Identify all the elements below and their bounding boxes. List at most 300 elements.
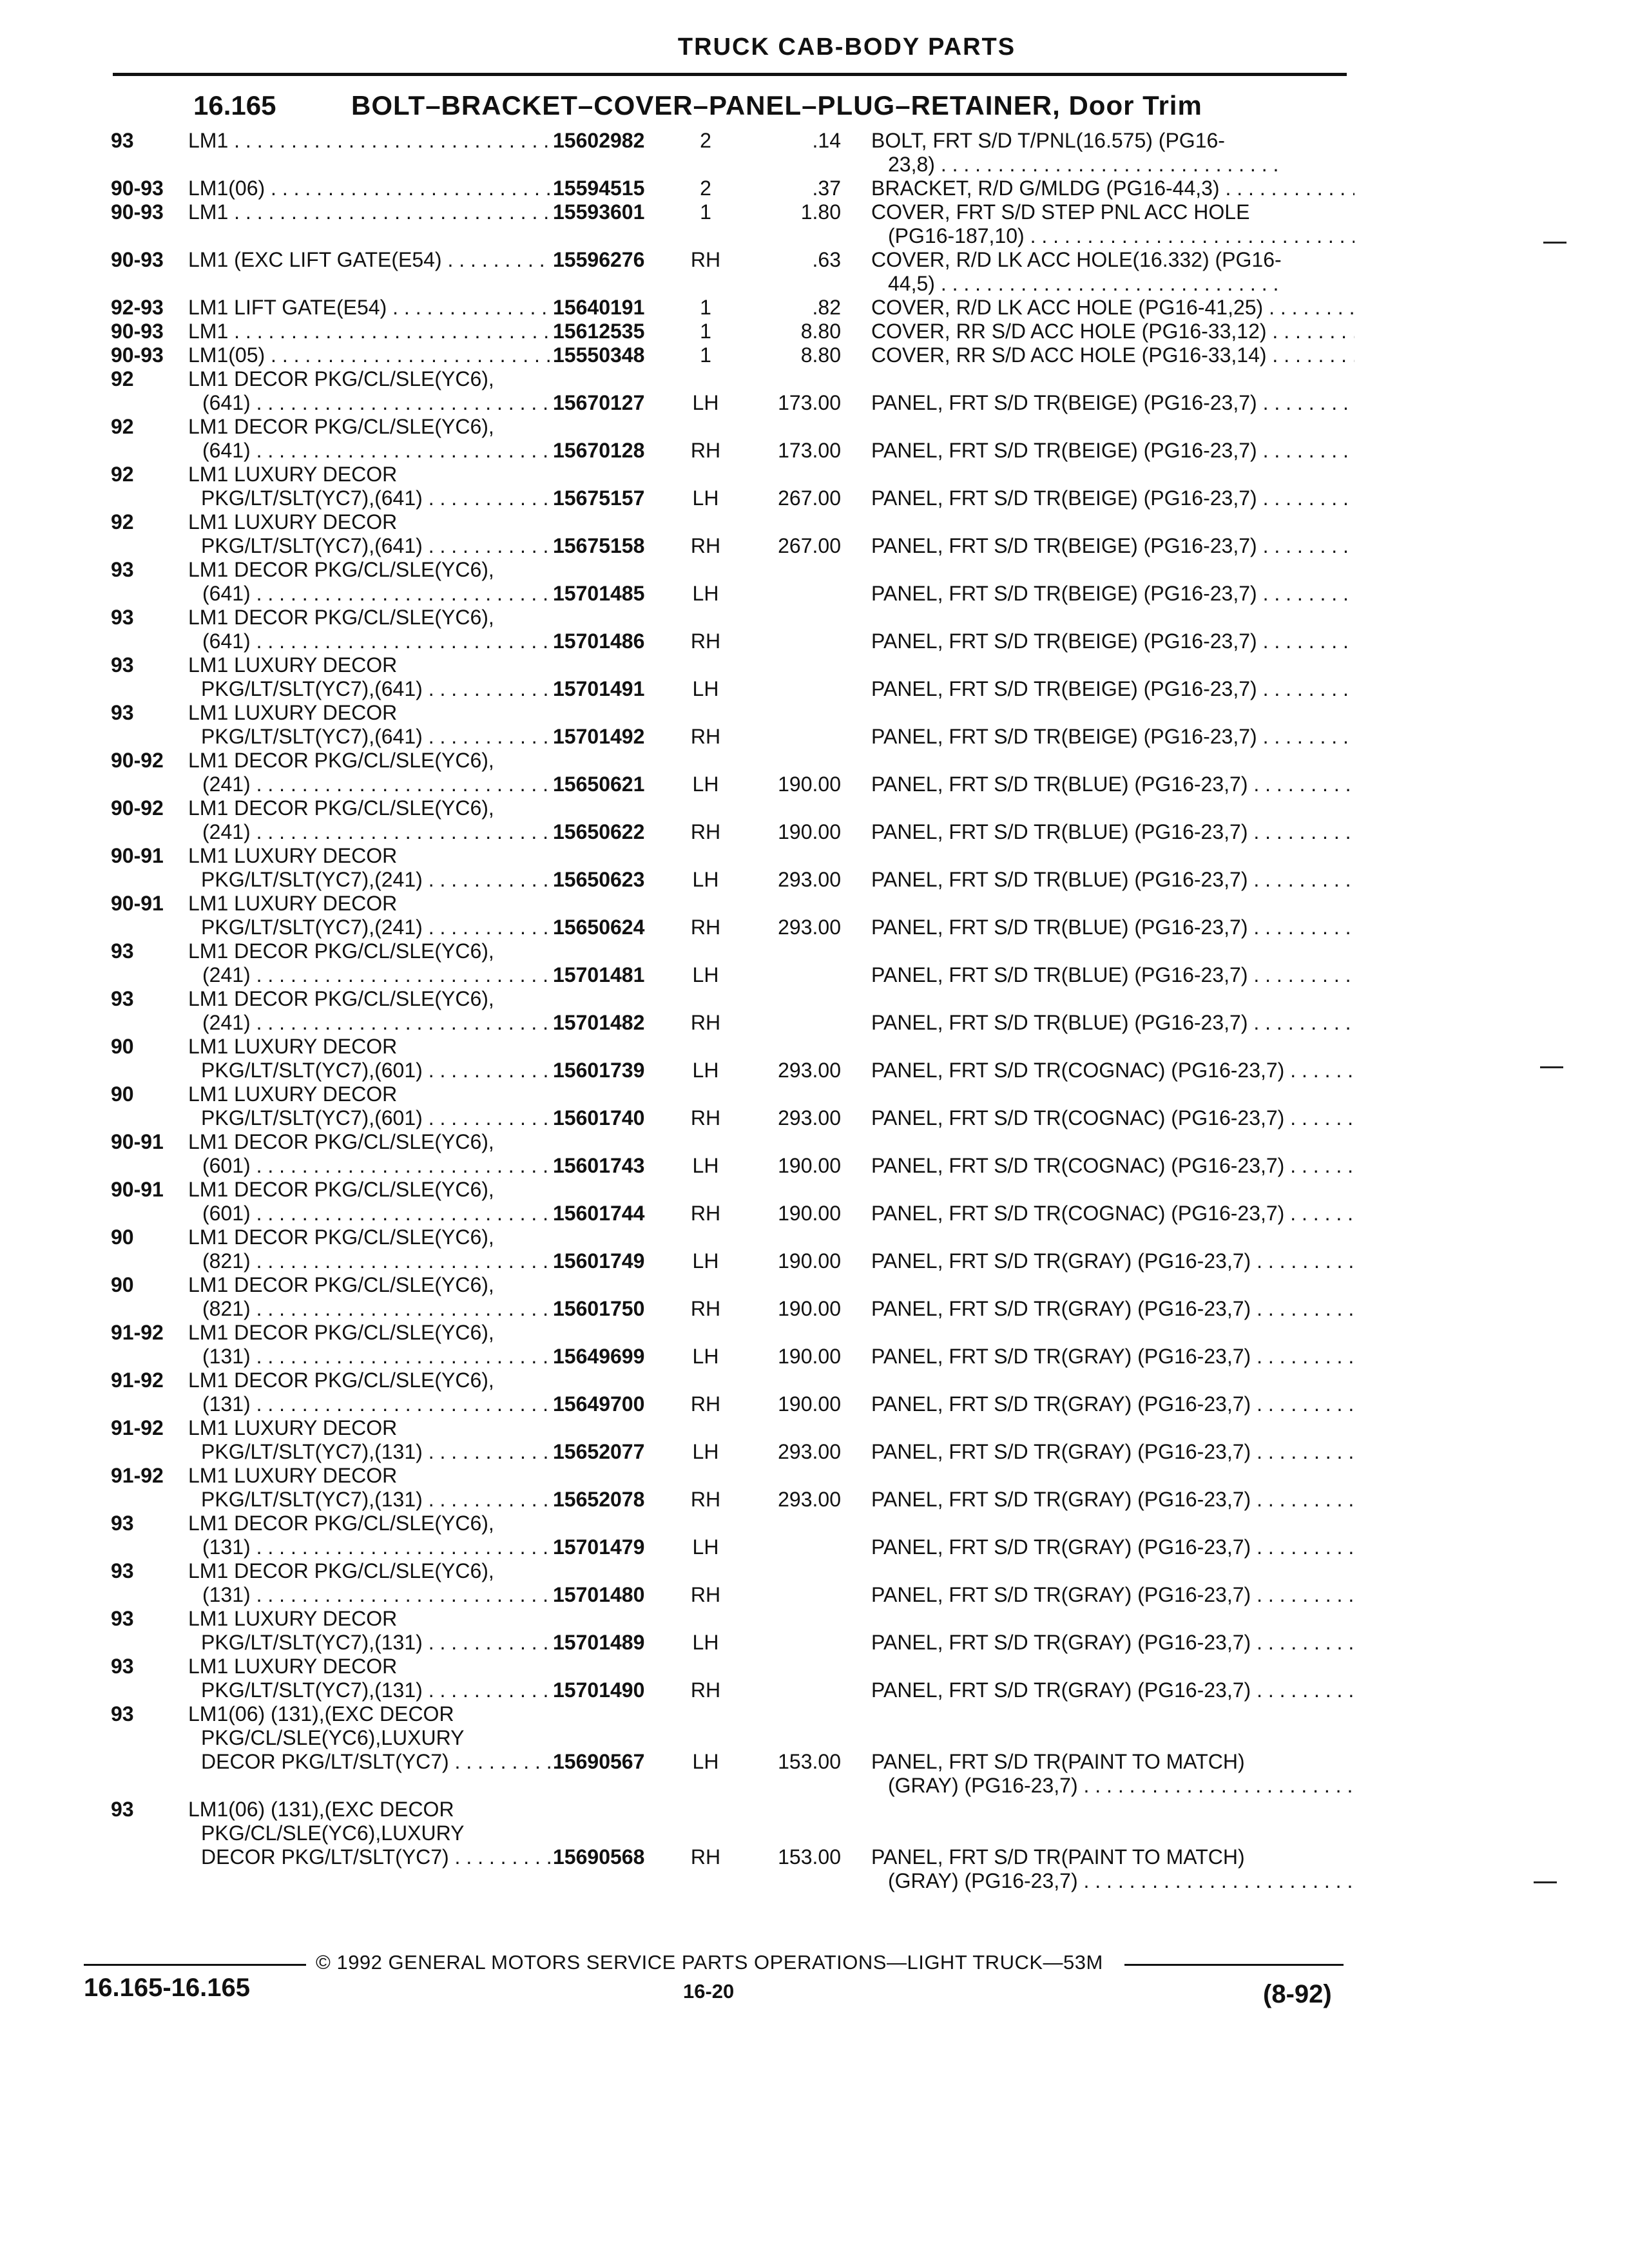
- quantity: RH: [690, 1583, 721, 1606]
- table-row: [0, 1702, 1629, 1798]
- description-line: [871, 1273, 1354, 1297]
- model-line: PKG/LT/SLT(YC7),(131) . . .: [188, 1440, 552, 1464]
- description-line: [871, 606, 1354, 629]
- quantity: LH: [692, 963, 719, 986]
- price: 190.00: [778, 1249, 841, 1273]
- description-line: [871, 1035, 1354, 1059]
- quantity: 1: [700, 296, 711, 319]
- table-row: [0, 701, 1629, 749]
- parts-table: [0, 129, 1629, 1893]
- quantity: RH: [690, 1488, 721, 1511]
- part-description: [871, 1321, 1354, 1369]
- model-year: 90-93: [111, 248, 164, 271]
- price: 190.00: [778, 820, 841, 843]
- description-line: PANEL, FRT S/D TR(GRAY) (PG16-23,7) . . .: [871, 1297, 1354, 1321]
- footer-copyright: © 1992 GENERAL MOTORS SERVICE PARTS OPERATIONS—LIGHT TRUCK—53M: [316, 1951, 1103, 1974]
- model-line: LM1 DECOR PKG/CL/SLE(YC6),: [188, 796, 494, 820]
- description-line: PANEL, FRT S/D TR(COGNAC) (PG16-23,7) . . .: [871, 1154, 1354, 1178]
- model-description: [188, 939, 552, 987]
- model-year: 90-91: [111, 1178, 164, 1201]
- part-number: 15650624: [553, 916, 645, 939]
- model-year: 90-91: [111, 844, 164, 867]
- quantity: RH: [690, 916, 721, 939]
- table-row: [0, 1464, 1629, 1512]
- price: 8.80: [800, 343, 841, 367]
- quantity: 2: [700, 129, 711, 152]
- model-line: LM1 LIFT GATE(E54) . . .: [188, 296, 552, 320]
- model-description: [188, 320, 552, 343]
- part-number: 15650622: [553, 820, 645, 843]
- part-description: [871, 248, 1354, 296]
- model-line: (131) . . .: [188, 1535, 552, 1559]
- model-description: [188, 987, 552, 1035]
- model-year: 93: [111, 1702, 134, 1725]
- price: 267.00: [778, 534, 841, 557]
- model-line: LM1 LUXURY DECOR: [188, 1035, 398, 1058]
- description-line: [871, 796, 1354, 820]
- model-line: (241) . . .: [188, 963, 552, 987]
- description-line: 44,5) . . .: [871, 272, 1354, 296]
- model-year: 91-92: [111, 1464, 164, 1487]
- description-line: [871, 987, 1354, 1011]
- description-line: [871, 558, 1354, 582]
- part-number: 15670128: [553, 439, 645, 462]
- model-line: PKG/LT/SLT(YC7),(241) . . .: [188, 868, 552, 892]
- table-row: [0, 343, 1629, 367]
- model-year: 90-93: [111, 177, 164, 200]
- quantity: 1: [700, 200, 711, 224]
- model-line: (821) . . .: [188, 1297, 552, 1321]
- model-description: [188, 558, 552, 606]
- part-number: 15701480: [553, 1583, 645, 1606]
- model-line: PKG/LT/SLT(YC7),(601) . . .: [188, 1106, 552, 1130]
- model-line: (241) . . .: [188, 1011, 552, 1035]
- model-description: [188, 296, 552, 320]
- part-number: 15594515: [553, 177, 645, 200]
- model-description: [188, 749, 552, 796]
- part-number: 15649699: [553, 1345, 645, 1368]
- model-line: (131) . . .: [188, 1583, 552, 1607]
- part-number: 15701492: [553, 725, 645, 748]
- part-description: [871, 558, 1354, 606]
- model-line: PKG/LT/SLT(YC7),(601) . . .: [188, 1059, 552, 1082]
- model-year: 93: [111, 653, 134, 677]
- model-description: [188, 248, 552, 272]
- model-description: [188, 510, 552, 558]
- description-line: PANEL, FRT S/D TR(BEIGE) (PG16-23,7) . . .: [871, 629, 1354, 653]
- description-line: PANEL, FRT S/D TR(GRAY) (PG16-23,7) . . .: [871, 1583, 1354, 1607]
- model-line: DECOR PKG/LT/SLT(YC7) . . .: [188, 1845, 552, 1869]
- description-line: COVER, RR S/D ACC HOLE (PG16-33,14) . . .: [871, 343, 1354, 367]
- model-line: LM1 LUXURY DECOR: [188, 510, 398, 533]
- part-description: [871, 200, 1354, 248]
- description-line: [871, 1178, 1354, 1202]
- price: 190.00: [778, 1202, 841, 1225]
- model-line: LM1 LUXURY DECOR: [188, 1464, 398, 1487]
- model-year: 90-92: [111, 796, 164, 820]
- description-line: PANEL, FRT S/D TR(BEIGE) (PG16-23,7) . . .: [871, 391, 1354, 415]
- description-line: [871, 701, 1354, 725]
- price: 190.00: [778, 1392, 841, 1416]
- model-description: [188, 606, 552, 653]
- part-number: 15701489: [553, 1631, 645, 1654]
- part-description: [871, 1464, 1354, 1512]
- part-description: [871, 320, 1354, 343]
- model-line: LM1 . . .: [188, 200, 552, 224]
- part-description: [871, 939, 1354, 987]
- model-year: 93: [111, 1655, 134, 1678]
- table-row: [0, 1178, 1629, 1225]
- price: .37: [812, 177, 841, 200]
- model-line: LM1 DECOR PKG/CL/SLE(YC6),: [188, 987, 494, 1010]
- part-description: [871, 296, 1354, 320]
- description-line: [871, 892, 1354, 916]
- model-line: LM1 LUXURY DECOR: [188, 463, 398, 486]
- part-description: [871, 1130, 1354, 1178]
- quantity: RH: [690, 629, 721, 653]
- description-line: PANEL, FRT S/D TR(PAINT TO MATCH): [871, 1750, 1245, 1773]
- model-line: LM1 DECOR PKG/CL/SLE(YC6),: [188, 1512, 494, 1535]
- quantity: LH: [692, 773, 719, 796]
- model-line: LM1 DECOR PKG/CL/SLE(YC6),: [188, 1130, 494, 1153]
- description-line: [871, 653, 1354, 677]
- model-description: [188, 1416, 552, 1464]
- quantity: RH: [690, 820, 721, 843]
- table-row: [0, 1559, 1629, 1607]
- table-row: [0, 129, 1629, 177]
- model-line: LM1 LUXURY DECOR: [188, 1655, 398, 1678]
- model-year: 93: [111, 1512, 134, 1535]
- model-line: (601) . . .: [188, 1154, 552, 1178]
- description-line: PANEL, FRT S/D TR(PAINT TO MATCH): [871, 1845, 1245, 1869]
- model-description: [188, 1464, 552, 1512]
- part-description: [871, 510, 1354, 558]
- price: 8.80: [800, 320, 841, 343]
- model-description: [188, 415, 552, 463]
- model-line: (131) . . .: [188, 1392, 552, 1416]
- page-header: TRUCK CAB-BODY PARTS: [677, 34, 1016, 61]
- table-row: [0, 1273, 1629, 1321]
- price: 293.00: [778, 1059, 841, 1082]
- model-year: 93: [111, 987, 134, 1010]
- description-line: [871, 1464, 1354, 1488]
- table-row: [0, 892, 1629, 939]
- model-year: 90-93: [111, 320, 164, 343]
- model-description: [188, 1798, 552, 1869]
- model-line: LM1 DECOR PKG/CL/SLE(YC6),: [188, 1369, 494, 1392]
- model-description: [188, 1178, 552, 1225]
- model-description: [188, 844, 552, 892]
- model-year: 90-93: [111, 200, 164, 224]
- model-line: LM1 LUXURY DECOR: [188, 653, 398, 677]
- part-description: [871, 1559, 1354, 1607]
- description-line: PANEL, FRT S/D TR(BEIGE) (PG16-23,7) . . .: [871, 439, 1354, 463]
- part-description: [871, 1416, 1354, 1464]
- model-line: LM1 . . .: [188, 320, 552, 343]
- model-description: [188, 463, 552, 510]
- model-line: LM1(05) . . .: [188, 343, 552, 367]
- quantity: LH: [692, 1440, 719, 1463]
- price: .63: [812, 248, 841, 271]
- model-year: 92: [111, 510, 134, 533]
- model-year: 90-92: [111, 749, 164, 772]
- table-row: [0, 1225, 1629, 1273]
- description-line: PANEL, FRT S/D TR(BEIGE) (PG16-23,7) . . .: [871, 486, 1354, 510]
- model-line: LM1 DECOR PKG/CL/SLE(YC6),: [188, 939, 494, 963]
- part-description: [871, 1082, 1354, 1130]
- model-year: 93: [111, 606, 134, 629]
- quantity: 1: [700, 320, 711, 343]
- description-line: [871, 1607, 1354, 1631]
- part-description: [871, 1607, 1354, 1655]
- model-line: LM1 DECOR PKG/CL/SLE(YC6),: [188, 558, 494, 581]
- part-description: [871, 892, 1354, 939]
- description-line: [871, 1225, 1354, 1249]
- part-number: 15701486: [553, 629, 645, 653]
- description-line: PANEL, FRT S/D TR(GRAY) (PG16-23,7) . . .: [871, 1678, 1354, 1702]
- description-line: PANEL, FRT S/D TR(COGNAC) (PG16-23,7) . . .: [871, 1106, 1354, 1130]
- part-number: 15601744: [553, 1202, 645, 1225]
- table-row: [0, 248, 1629, 296]
- model-line: LM1 DECOR PKG/CL/SLE(YC6),: [188, 367, 494, 390]
- table-row: [0, 1655, 1629, 1702]
- part-description: [871, 1702, 1354, 1798]
- price: 173.00: [778, 439, 841, 462]
- description-line: [871, 1702, 1354, 1726]
- quantity: RH: [690, 439, 721, 462]
- footer-date: (8-92): [1263, 1980, 1332, 2008]
- model-line: LM1 DECOR PKG/CL/SLE(YC6),: [188, 749, 494, 772]
- model-year: 93: [111, 1798, 134, 1821]
- table-row: [0, 415, 1629, 463]
- part-number: 15601750: [553, 1297, 645, 1320]
- model-description: [188, 796, 552, 844]
- price: 190.00: [778, 1297, 841, 1320]
- part-number: 15652077: [553, 1440, 645, 1463]
- model-description: [188, 177, 552, 200]
- model-year: 90: [111, 1273, 134, 1296]
- model-description: [188, 1512, 552, 1559]
- model-description: [188, 1273, 552, 1321]
- part-number: 15701490: [553, 1678, 645, 1702]
- part-description: [871, 606, 1354, 653]
- model-line: (241) . . .: [188, 773, 552, 796]
- quantity: 2: [700, 177, 711, 200]
- part-number: 15601743: [553, 1154, 645, 1177]
- model-line: LM1 DECOR PKG/CL/SLE(YC6),: [188, 1321, 494, 1344]
- quantity: RH: [690, 725, 721, 748]
- description-line: COVER, FRT S/D STEP PNL ACC HOLE: [871, 200, 1250, 224]
- part-number: 15550348: [553, 343, 645, 367]
- part-number: 15649700: [553, 1392, 645, 1416]
- part-number: 15701491: [553, 677, 645, 700]
- model-description: [188, 1607, 552, 1655]
- description-line: 23,8) . . .: [871, 153, 1354, 177]
- model-description: [188, 1369, 552, 1416]
- part-number: 15612535: [553, 320, 645, 343]
- model-line: LM1 DECOR PKG/CL/SLE(YC6),: [188, 415, 494, 438]
- description-line: (GRAY) (PG16-23,7) . . .: [871, 1774, 1354, 1798]
- model-year: 93: [111, 1607, 134, 1630]
- description-line: PANEL, FRT S/D TR(GRAY) (PG16-23,7) . . .: [871, 1392, 1354, 1416]
- quantity: LH: [692, 1535, 719, 1559]
- part-number: 15640191: [553, 296, 645, 319]
- price: 267.00: [778, 486, 841, 510]
- description-line: [871, 1416, 1354, 1440]
- model-description: [188, 1559, 552, 1607]
- description-line: PANEL, FRT S/D TR(GRAY) (PG16-23,7) . . .: [871, 1249, 1354, 1273]
- model-line: PKG/CL/SLE(YC6),LUXURY: [201, 1726, 465, 1749]
- model-year: 91-92: [111, 1321, 164, 1344]
- price: 190.00: [778, 1345, 841, 1368]
- model-line: LM1 DECOR PKG/CL/SLE(YC6),: [188, 1273, 494, 1296]
- price: 190.00: [778, 1154, 841, 1177]
- model-line: (601) . . .: [188, 1202, 552, 1225]
- model-line: PKG/LT/SLT(YC7),(641) . . .: [188, 677, 552, 701]
- model-description: [188, 1655, 552, 1702]
- part-number: 15601739: [553, 1059, 645, 1082]
- description-line: [871, 1655, 1354, 1678]
- description-line: (GRAY) (PG16-23,7) . . .: [871, 1869, 1354, 1893]
- model-description: [188, 1321, 552, 1369]
- model-year: 93: [111, 558, 134, 581]
- description-line: (PG16-187,10) . . .: [871, 224, 1354, 248]
- description-line: PANEL, FRT S/D TR(BLUE) (PG16-23,7) . . .: [871, 916, 1354, 939]
- model-description: [188, 892, 552, 939]
- table-row: [0, 653, 1629, 701]
- part-number: 15593601: [553, 200, 645, 224]
- footer-page-number: 16-20: [683, 1980, 735, 2003]
- model-line: PKG/LT/SLT(YC7),(641) . . .: [188, 534, 552, 558]
- price: 293.00: [778, 868, 841, 891]
- description-line: BOLT, FRT S/D T/PNL(16.575) (PG16-: [871, 129, 1225, 152]
- model-line: LM1 (EXC LIFT GATE(E54) . . .: [188, 248, 552, 272]
- quantity: RH: [690, 1297, 721, 1320]
- model-line: (641) . . .: [188, 391, 552, 415]
- model-line: LM1 LUXURY DECOR: [188, 1416, 398, 1439]
- model-description: [188, 1702, 552, 1774]
- model-year: 90-91: [111, 892, 164, 915]
- description-line: PANEL, FRT S/D TR(GRAY) (PG16-23,7) . . .: [871, 1440, 1354, 1464]
- model-line: PKG/LT/SLT(YC7),(131) . . .: [188, 1488, 552, 1512]
- footer-rule-right: [1124, 1964, 1344, 1966]
- model-line: LM1 LUXURY DECOR: [188, 701, 398, 724]
- quantity: RH: [690, 1202, 721, 1225]
- part-description: [871, 844, 1354, 892]
- model-year: 93: [111, 129, 134, 152]
- part-description: [871, 343, 1354, 367]
- quantity: RH: [690, 1011, 721, 1034]
- model-year: 92: [111, 367, 134, 390]
- part-description: [871, 1512, 1354, 1559]
- quantity: RH: [690, 534, 721, 557]
- quantity: LH: [692, 1249, 719, 1273]
- margin-mark: [1543, 242, 1566, 244]
- table-row: [0, 1130, 1629, 1178]
- quantity: LH: [692, 1154, 719, 1177]
- model-line: LM1 DECOR PKG/CL/SLE(YC6),: [188, 1178, 494, 1201]
- table-row: [0, 296, 1629, 320]
- price: 190.00: [778, 773, 841, 796]
- footer-rule-left: [84, 1964, 306, 1966]
- part-description: [871, 177, 1354, 200]
- price: 293.00: [778, 916, 841, 939]
- description-line: PANEL, FRT S/D TR(GRAY) (PG16-23,7) . . .: [871, 1345, 1354, 1369]
- margin-mark: [1534, 1881, 1557, 1883]
- model-line: LM1(06) (131),(EXC DECOR: [188, 1702, 454, 1725]
- quantity: RH: [690, 1392, 721, 1416]
- part-description: [871, 1035, 1354, 1082]
- model-line: LM1 . . .: [188, 129, 552, 153]
- model-line: PKG/LT/SLT(YC7),(131) . . .: [188, 1631, 552, 1655]
- table-row: [0, 177, 1629, 200]
- description-line: [871, 367, 1354, 391]
- part-description: [871, 796, 1354, 844]
- description-line: [871, 749, 1354, 773]
- section-title: BOLT–BRACKET–COVER–PANEL–PLUG–RETAINER, Door Trim: [351, 90, 1202, 120]
- quantity: LH: [692, 1750, 719, 1773]
- part-number: 15650623: [553, 868, 645, 891]
- description-line: BRACKET, R/D G/MLDG (PG16-44,3) . . .: [871, 177, 1354, 200]
- table-row: [0, 1082, 1629, 1130]
- model-description: [188, 1082, 552, 1130]
- description-line: PANEL, FRT S/D TR(GRAY) (PG16-23,7) . . .: [871, 1488, 1354, 1512]
- margin-mark: [1540, 1066, 1563, 1068]
- part-description: [871, 129, 1354, 177]
- model-year: 90-93: [111, 343, 164, 367]
- description-line: PANEL, FRT S/D TR(COGNAC) (PG16-23,7) . . .: [871, 1059, 1354, 1082]
- model-description: [188, 701, 552, 749]
- part-description: [871, 367, 1354, 415]
- part-number: 15652078: [553, 1488, 645, 1511]
- model-line: LM1(06) . . .: [188, 177, 552, 200]
- part-description: [871, 1178, 1354, 1225]
- quantity: LH: [692, 1345, 719, 1368]
- table-row: [0, 606, 1629, 653]
- description-line: PANEL, FRT S/D TR(GRAY) (PG16-23,7) . . .: [871, 1535, 1354, 1559]
- model-line: LM1 LUXURY DECOR: [188, 1082, 398, 1106]
- quantity: RH: [690, 1106, 721, 1129]
- description-line: [871, 939, 1354, 963]
- model-year: 93: [111, 939, 134, 963]
- part-number: 15601740: [553, 1106, 645, 1129]
- table-row: [0, 1369, 1629, 1416]
- model-year: 92-93: [111, 296, 164, 319]
- model-line: LM1 DECOR PKG/CL/SLE(YC6),: [188, 606, 494, 629]
- model-line: LM1 LUXURY DECOR: [188, 1607, 398, 1630]
- description-line: [871, 463, 1354, 486]
- table-row: [0, 320, 1629, 343]
- model-year: 91-92: [111, 1369, 164, 1392]
- price: .14: [812, 129, 841, 152]
- model-year: 90: [111, 1225, 134, 1249]
- model-description: [188, 367, 552, 415]
- model-line: (641) . . .: [188, 582, 552, 606]
- description-line: [871, 1082, 1354, 1106]
- model-line: (131) . . .: [188, 1345, 552, 1369]
- model-line: (641) . . .: [188, 629, 552, 653]
- footer-section-range: 16.165-16.165: [84, 1974, 251, 2002]
- description-line: COVER, R/D LK ACC HOLE (PG16-41,25) . . .: [871, 296, 1354, 320]
- part-number: 15650621: [553, 773, 645, 796]
- model-line: (241) . . .: [188, 820, 552, 844]
- description-line: PANEL, FRT S/D TR(GRAY) (PG16-23,7) . . .: [871, 1631, 1354, 1655]
- description-line: [871, 510, 1354, 534]
- part-number: 15701482: [553, 1011, 645, 1034]
- table-row: [0, 796, 1629, 844]
- model-year: 92: [111, 463, 134, 486]
- table-row: [0, 1321, 1629, 1369]
